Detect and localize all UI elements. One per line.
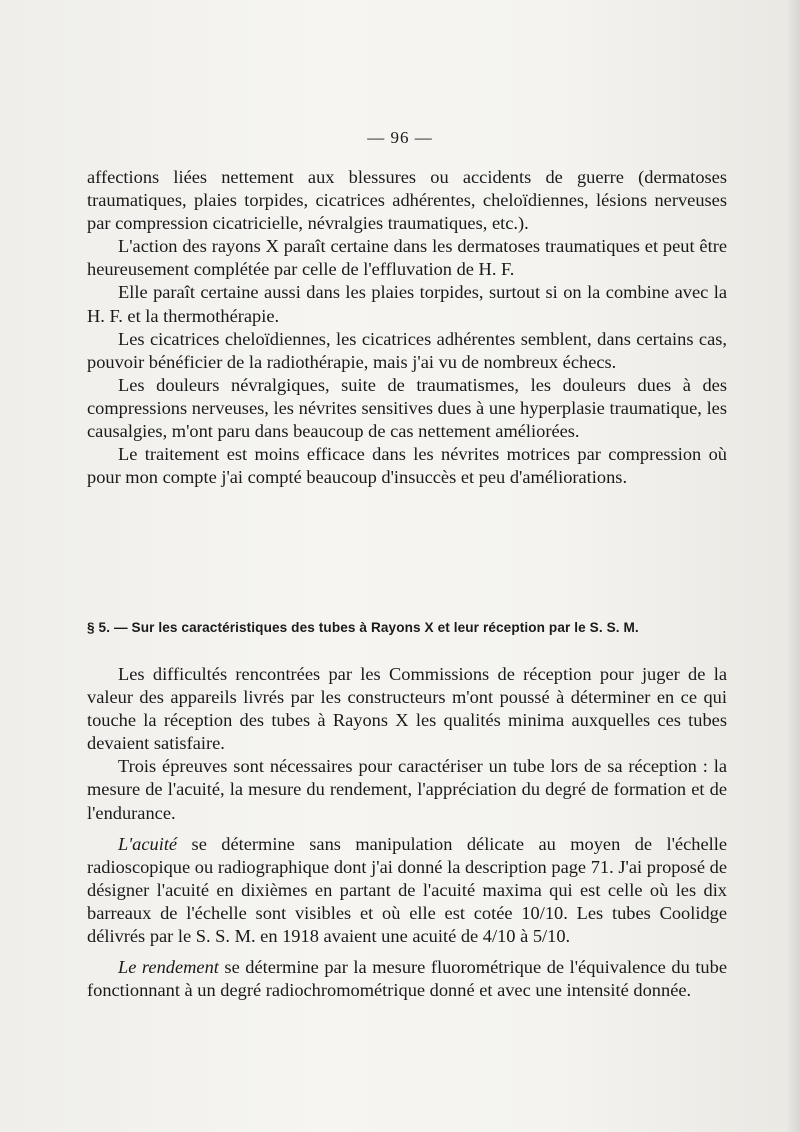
- section-heading: § 5. — Sur les caractéristiques des tubes à Rayons X et leur réception par le S. S. M.: [87, 620, 639, 635]
- paragraph-4: Les cicatrices cheloïdiennes, les cicatrices adhérentes semblent, dans certains cas, pouvoir bénéficier de la radiothérapie, mais j'ai vu de nombreux échecs.: [87, 328, 727, 372]
- paragraph-8: Trois épreuves sont nécessaires pour caractériser un tube lors de sa réception : la mesure de l'acuité, la mesure du rendement, l'appréciation du degré de formation et de l'endurance.: [87, 756, 727, 823]
- term-rendement: Le rendement: [118, 957, 219, 978]
- paragraph-9-text: se détermine sans manipulation délicate au moyen de l'échelle radioscopique ou radiographique dont j'ai donné la description page 71. J'ai proposé de désigner l'acuité en dixièmes en partant de l'acuité maxima qui est celle où les dix barreaux de l'échelle sont visibles et où elle est cotée 10/10. Les tubes Coolidge délivrés par le S. S. M. en 1918 avaient une acuité de 4/10 à 5/10.: [87, 833, 727, 947]
- paragraph-10-text: se détermine par la mesure fluorométrique de l'équivalence du tube fonctionnant à un degré radiochromométrique donné et avec une intensité donnée.: [87, 957, 727, 1001]
- term-acuite: L'acuité: [118, 833, 178, 854]
- paragraph-9: [87, 833, 727, 948]
- body-text-section-4: [87, 166, 727, 489]
- paragraph-3: Elle paraît certaine aussi dans les plaies torpides, surtout si on la combine avec la H. F. et la thermothérapie.: [87, 282, 727, 326]
- body-text-section-5: [87, 663, 727, 1002]
- paragraph-6: Le traitement est moins efficace dans les névrites motrices par compression où pour mon compte j'ai compté beaucoup d'insuccès et peu d'améliorations.: [87, 444, 727, 488]
- paragraph-5: Les douleurs névralgiques, suite de traumatismes, les douleurs dues à des compressions nerveuses, les névrites sensitives dues à une hyperplasie traumatique, les causalgies, m'ont paru dans beaucoup de cas nettement améliorées.: [87, 374, 727, 442]
- paragraph-1: affections liées nettement aux blessures ou accidents de guerre (dermatoses traumatiques, plaies torpides, cicatrices adhérentes, cheloïdiennes, lésions nerveuses par compression cicatricielle, névralgies traumatiques, etc.).: [87, 167, 727, 234]
- page-edge-shadow: [786, 0, 800, 1132]
- page-number: — 96 —: [367, 128, 433, 147]
- paragraph-7: Les difficultés rencontrées par les Commissions de réception pour juger de la valeur des appareils livrés par les constructeurs m'ont poussé à déterminer en ce qui touche la réception des tubes à Rayons X les qualités minima auxquelles ces tubes devaient satisfaire.: [87, 664, 727, 754]
- paragraph-2: L'action des rayons X paraît certaine dans les dermatoses traumatiques et peut être heureusement complétée par celle de l'effluvation de H. F.: [87, 236, 727, 280]
- paragraph-10: [87, 956, 727, 1002]
